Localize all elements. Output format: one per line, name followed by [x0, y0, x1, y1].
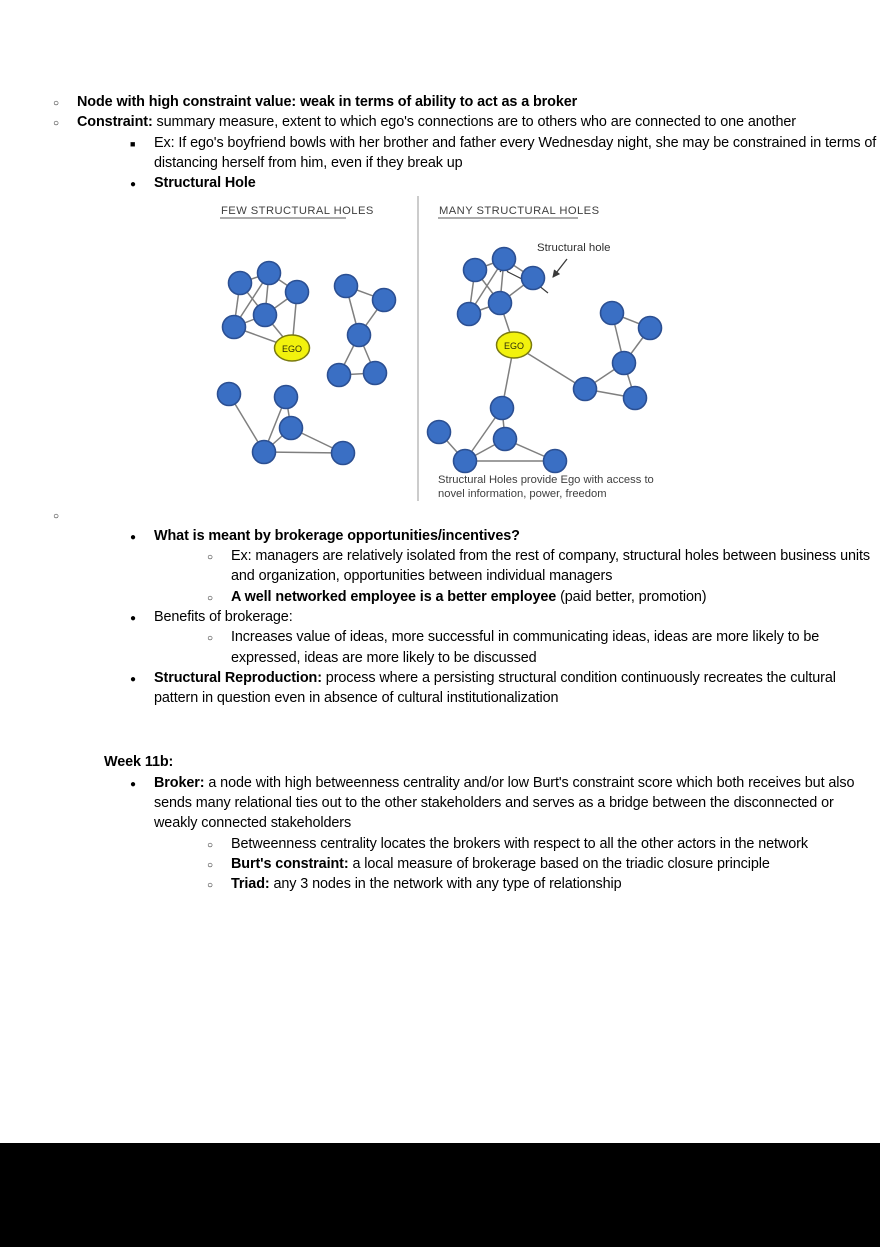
outline-sublist	[154, 627, 880, 668]
network-node	[458, 303, 481, 326]
structural-hole-annotation-label: Structural hole	[537, 242, 611, 255]
list-item-text: Node with high constraint value: weak in terms of ability to act as a broker	[77, 94, 578, 110]
list-item	[207, 854, 880, 874]
outline-list-structural-hole	[0, 173, 880, 193]
list-item-text: Structural Hole	[154, 175, 256, 192]
network-node	[624, 387, 647, 410]
bullet-circle-icon	[207, 587, 229, 609]
outline-list-brokerage	[0, 526, 880, 709]
bullet-circle-icon	[207, 546, 229, 568]
left-panel-nodes	[218, 262, 396, 465]
list-item-text: A well networked employee is a better employee (paid better, promotion)	[231, 588, 707, 605]
bullet-disc-icon	[130, 607, 152, 629]
list-item-text: Betweenness centrality locates the brokers with respect to all the other actors in the network	[231, 835, 808, 852]
left-panel-title: FEW STRUCTURAL HOLES	[221, 205, 374, 218]
network-node	[494, 428, 517, 451]
list-item-empty	[53, 505, 880, 525]
annotation-arrow-icon	[553, 259, 567, 277]
network-node	[574, 378, 597, 401]
list-item-text: Constraint: summary measure, extent to which ego's connections are to others who are connected to one another	[77, 114, 796, 131]
bullet-disc-icon	[130, 773, 152, 795]
network-node	[223, 316, 246, 339]
list-item-text: Ex: If ego's boyfriend bowls with her brother and father every Wednesday night, she may be constrained in terms of distancing herself from him, even if they break up	[154, 134, 877, 171]
page-bottom-black-band	[0, 1143, 880, 1247]
bullet-disc-icon	[130, 526, 152, 548]
list-item-text: Benefits of brokerage:	[154, 608, 293, 625]
list-item-text-run: any 3 nodes in the network with any type of relationship	[269, 876, 622, 893]
bullet-circle-icon	[53, 92, 75, 114]
list-item-text: Structural Reproduction: process where a persisting structural condition continuously recreates the cultural pattern in question even in absence of cultural institutionalization	[154, 669, 836, 707]
list-item-text: Burt's constraint: a local measure of brokerage based on the triadic closure principle	[231, 855, 770, 872]
network-node	[254, 304, 277, 327]
bullet-circle-icon	[207, 834, 229, 856]
network-node	[280, 417, 303, 440]
list-item-text-run: process where a persisting structural condition continuously recreates the cultural pattern in question even in absence of cultural institutionalization	[154, 669, 836, 707]
outline-sublist	[77, 133, 880, 174]
list-item	[207, 587, 880, 607]
list-item-text-run: (paid better, promotion)	[556, 588, 707, 605]
list-item	[207, 834, 880, 854]
bullet-square-icon	[130, 133, 152, 154]
list-item	[130, 133, 880, 174]
list-item	[130, 668, 880, 709]
network-node	[229, 272, 252, 295]
network-node	[218, 383, 241, 406]
structural-holes-figure	[207, 193, 707, 505]
list-item	[207, 546, 880, 587]
network-node	[491, 397, 514, 420]
list-item	[130, 526, 880, 607]
right-panel-nodes	[428, 248, 662, 473]
list-item-text: What is meant by brokerage opportunities/incentives?	[154, 527, 520, 544]
network-node	[364, 362, 387, 385]
network-node	[373, 289, 396, 312]
right-panel-title: MANY STRUCTURAL HOLES	[439, 205, 600, 218]
list-item-text	[77, 505, 880, 525]
list-item-text: Increases value of ideas, more successful in communicating ideas, ideas are more likely to be expressed, ideas are more likely to be discussed	[231, 629, 820, 666]
network-node	[522, 267, 545, 290]
list-item-text-run: summary measure, extent to which ego's connections are to others who are connected to one another	[152, 114, 796, 131]
outline-sublist	[154, 546, 880, 607]
network-node	[286, 281, 309, 304]
structural-holes-diagram	[207, 193, 707, 505]
network-node	[544, 450, 567, 473]
network-node	[454, 450, 477, 473]
network-node	[428, 421, 451, 444]
network-node	[489, 292, 512, 315]
bullet-circle-icon	[207, 874, 229, 896]
bullet-disc-icon	[130, 173, 152, 195]
list-item	[207, 874, 880, 894]
figure-caption-line-1: Structural Holes provide Ego with access to	[438, 474, 654, 487]
network-node	[253, 441, 276, 464]
network-node	[335, 275, 358, 298]
list-item-text-run: a local measure of brokerage based on the triadic closure principle	[348, 855, 770, 872]
bullet-circle-icon	[207, 627, 229, 649]
figure-caption-line-2: novel information, power, freedom	[438, 488, 607, 501]
network-node	[332, 442, 355, 465]
bullet-circle-icon	[53, 505, 75, 527]
list-item-text: Triad: any 3 nodes in the network with any type of relationship	[231, 876, 622, 893]
outline-list-top	[0, 92, 880, 173]
bullet-circle-icon	[207, 854, 229, 876]
outline-list-empty-bullet	[0, 505, 880, 525]
ego-label-right: EGO	[503, 341, 525, 352]
network-node	[493, 248, 516, 271]
network-node	[348, 324, 371, 347]
section-spacer	[0, 708, 880, 752]
list-item-structural-hole	[130, 173, 880, 193]
network-node	[464, 259, 487, 282]
ego-label-left: EGO	[281, 344, 303, 355]
list-item	[53, 92, 880, 112]
list-item	[130, 607, 880, 668]
list-item	[53, 112, 880, 173]
outline-sublist	[154, 834, 880, 895]
section-heading-week-11b: Week 11b:	[104, 754, 174, 771]
network-node	[275, 386, 298, 409]
bullet-circle-icon	[53, 112, 75, 134]
outline-list-week-11b	[0, 773, 880, 895]
list-item-text: Broker: a node with high betweenness centrality and/or low Burt's constraint score which both receives but also sends many relational ties out to the other stakeholders and serves as a bridge between the disconnected or weakly connected stakeholders	[154, 774, 855, 832]
bullet-disc-icon	[130, 668, 152, 690]
list-item	[207, 627, 880, 668]
network-node	[639, 317, 662, 340]
network-node	[328, 364, 351, 387]
network-node	[601, 302, 624, 325]
network-node	[258, 262, 281, 285]
list-item-text-run: a node with high betweenness centrality and/or low Burt's constraint score which both receives but also sends many relational ties out to the other stakeholders and serves as a bridge between the disconnected or weakly connected stakeholders	[154, 774, 855, 832]
network-node	[613, 352, 636, 375]
list-item	[130, 773, 880, 895]
list-item-text: Ex: managers are relatively isolated from the rest of company, structural holes between business units and organization, opportunities between individual managers	[231, 548, 871, 585]
